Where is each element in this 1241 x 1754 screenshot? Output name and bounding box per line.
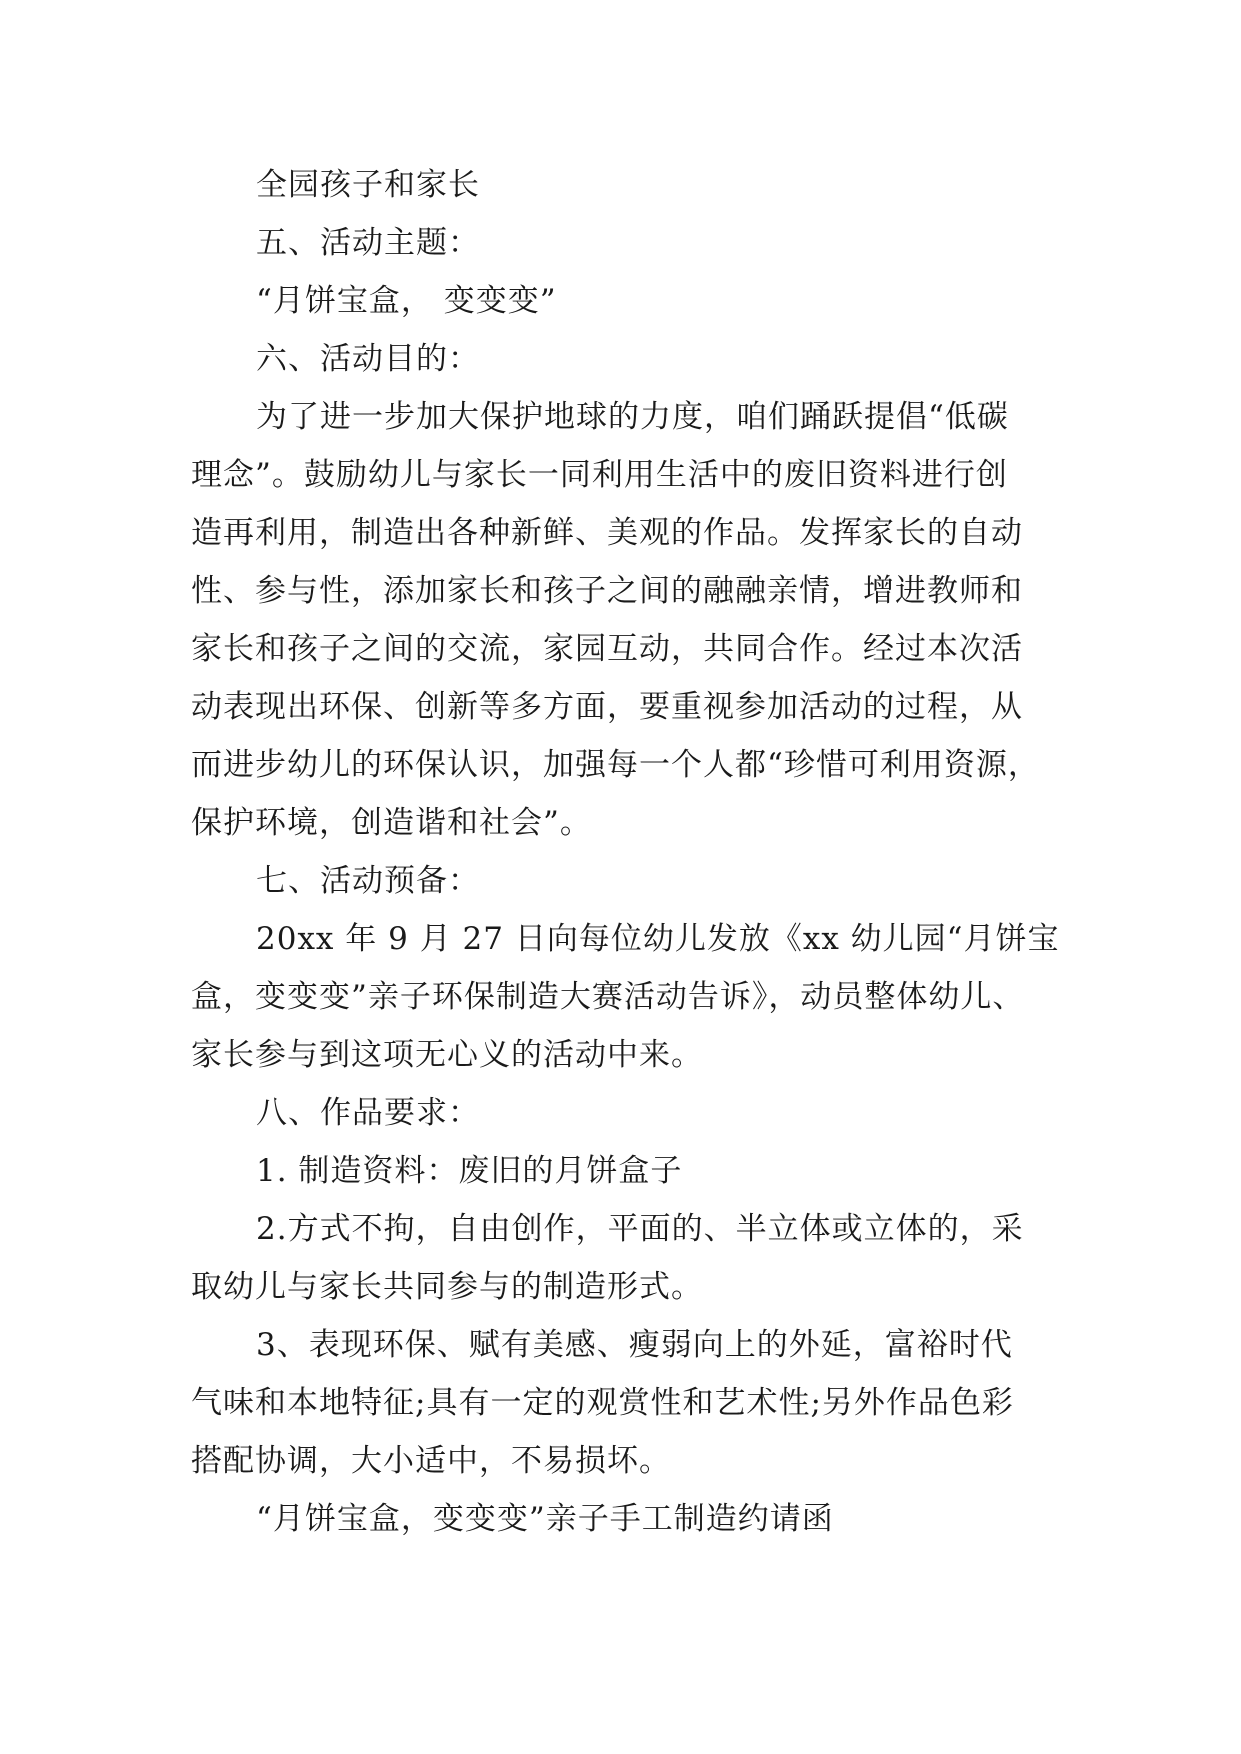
text-line: 家长和孩子之间的交流，家园互动，共同合作。经过本次活 (191, 631, 1023, 667)
invitation-title: “月饼宝盒，变变变”亲子手工制造约请函 (256, 1501, 834, 1537)
theme-title: “月饼宝盒， 变变变” (256, 283, 557, 319)
text-line: 取幼儿与家长共同参与的制造形式。 (191, 1269, 703, 1305)
text-line: 搭配协调，大小适中，不易损坏。 (191, 1443, 671, 1479)
text-line: 性、参与性，添加家长和孩子之间的融融亲情，增进教师和 (191, 573, 1023, 609)
text-line: 理念”。鼓励幼儿与家长一同利用生活中的废旧资料进行创 (191, 457, 1008, 493)
requirement-item-2: 2.方式不拘，自由创作，平面的、半立体或立体的，采 (256, 1211, 1024, 1247)
section-heading-preparation: 七、活动预备： (256, 863, 480, 899)
text-line: 动表现出环保、创新等多方面，要重视参加活动的过程，从 (191, 689, 1023, 725)
requirement-item-1: 1. 制造资料：废旧的月饼盒子 (256, 1153, 683, 1189)
text-line: 为了进一步加大保护地球的力度，咱们踊跃提倡“低碳 (256, 399, 1009, 435)
text-line: 家长参与到这项无心义的活动中来。 (191, 1037, 703, 1073)
text-line: 而进步幼儿的环保认识，加强每一个人都“珍惜可利用资源， (191, 747, 1040, 783)
text-line: 保护环境，创造谐和社会”。 (191, 805, 592, 841)
section-heading-theme: 五、活动主题： (256, 225, 480, 261)
text-line: 20xx 年 9 月 27 日向每位幼儿发放《xx 幼儿园“月饼宝 (256, 921, 1060, 957)
section-heading-requirements: 八、作品要求： (256, 1095, 480, 1131)
text-line: 造再利用，制造出各种新鲜、美观的作品。发挥家长的自动 (191, 515, 1023, 551)
text-line: 全园孩子和家长 (256, 167, 480, 203)
requirement-item-3: 3、表现环保、赋有美感、瘦弱向上的外延，富裕时代 (256, 1327, 1013, 1363)
text-line: 气味和本地特征;具有一定的观赏性和艺术性;另外作品色彩 (191, 1385, 1014, 1421)
section-heading-purpose: 六、活动目的： (256, 341, 480, 377)
text-line: 盒，变变变”亲子环保制造大赛活动告诉》，动员整体幼儿、 (191, 979, 1025, 1015)
